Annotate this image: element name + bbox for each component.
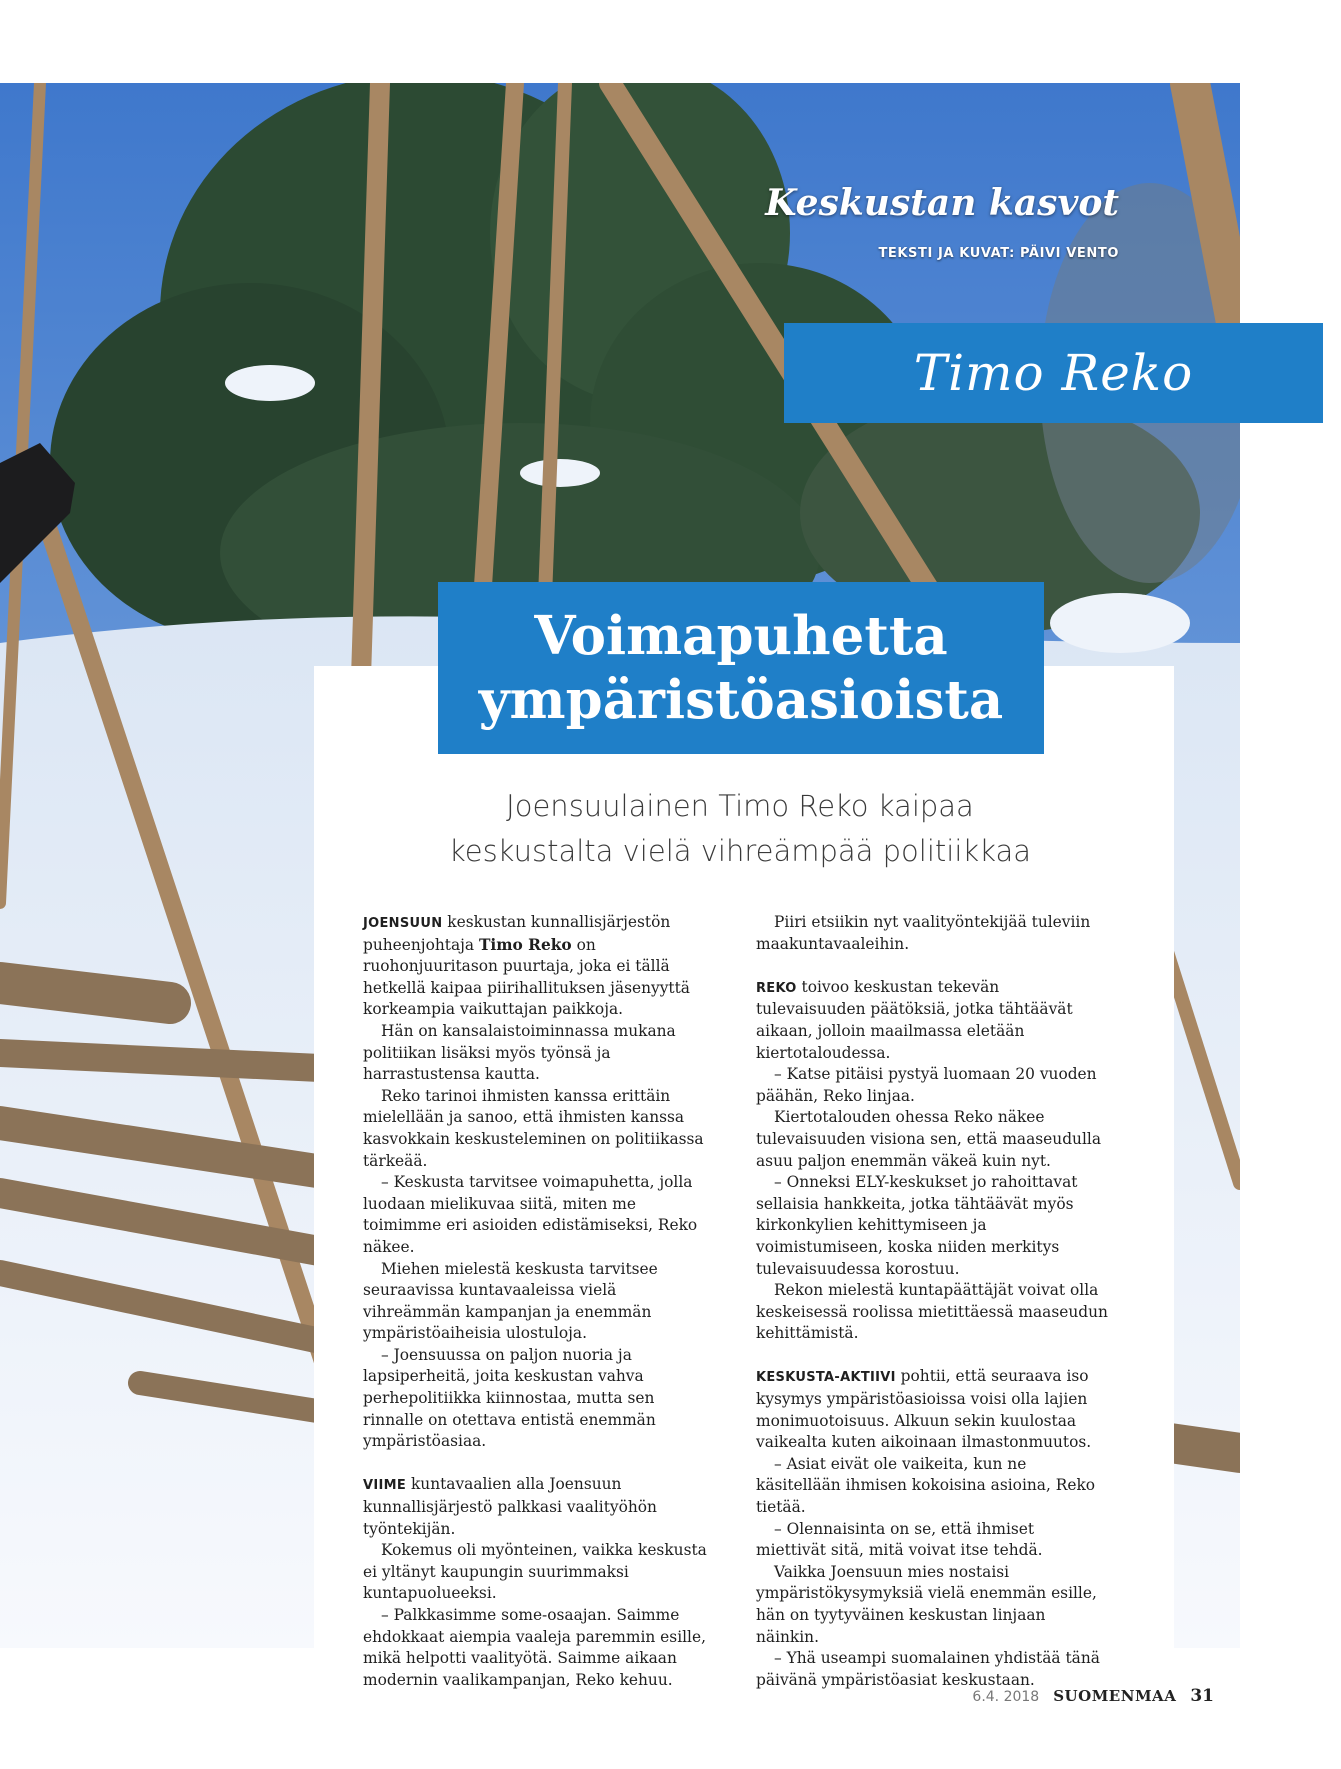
lead-text xyxy=(340,784,1140,874)
body-paragraph: – Joensuussa on paljon nuoria ja lapsiperheitä, joita keskustan vahva perhepolitiikka kiinnostaa, mutta sen rinnalle on otettava entistä enemmän ympäristöasiaa. xyxy=(363,1345,656,1451)
headline-line-2: ympäristöasioista xyxy=(478,669,1004,731)
byline: TEKSTI JA KUVAT: PÄIVI VENTO xyxy=(878,246,1119,261)
body-paragraph: Hän on kansalaistoiminnassa mukana politiikan lisäksi myös työnsä ja harrastustensa kautta. xyxy=(363,1021,676,1084)
body-paragraph: Miehen mielestä keskusta tarvitsee seuraavissa kuntavaaleissa vielä vihreämmän kampanjan ja enemmän ympäristöaiheisia ulostuloja. xyxy=(363,1259,658,1343)
body-paragraph: – Palkkasimme some-osaajan. Saimme ehdokkaat aiempia vaaleja paremmin esille, mikä helpotti vaalityötä. Saimme aikaan modernin vaalikampanjan, Reko kehuu. xyxy=(363,1606,706,1689)
body-paragraph: – Onneksi ELY-keskukset jo rahoittavat sellaisia hankkeita, jotka tähtäävät myös kirkonkylien kehittymiseen ja voimistumiseen, koska niiden merkitys tulevaisuudessa korostuu. xyxy=(756,1173,1078,1278)
person-name-banner xyxy=(784,323,1323,423)
body-column-left xyxy=(363,912,715,1691)
magazine-name: SUOMENMAA xyxy=(1053,1687,1177,1705)
headline-line-1: Voimapuhetta xyxy=(534,605,948,667)
body-paragraph: Kiertotalouden ohessa Reko näkee tulevaisuuden visiona sen, että maaseudulla asuu paljon enemmän väkeä kuin nyt. xyxy=(756,1108,1101,1170)
page-number: 31 xyxy=(1190,1686,1214,1706)
body-paragraph: – Asiat eivät ole vaikeita, kun ne käsitellään ihmisen kokoisina asioina, Reko tietää. xyxy=(756,1454,1096,1517)
body-paragraph: – Yhä useampi suomalainen yhdistää tänä päivänä ympäristöasiat keskustaan. xyxy=(756,1649,1100,1689)
body-paragraph: REKO toivoo keskustan tekevän tulevaisuuden päätöksiä, jotka tähtäävät aikaan, jolloin maailmassa eletään kiertotaloudessa. xyxy=(756,977,1073,1062)
body-paragraph: Kokemus oli myönteinen, vaikka keskusta ei yltänyt kaupungin suurimmaksi kuntapuolueeksi. xyxy=(363,1541,707,1603)
lead-line-1: Joensuulainen Timo Reko kaipaa xyxy=(506,789,974,823)
person-name: Timo Reko xyxy=(913,344,1194,402)
body-paragraph: Piiri etsiikin nyt vaalityöntekijää tuleviin maakuntavaaleihin. xyxy=(756,913,1091,953)
body-paragraph: – Olennaisinta on se, että ihmiset miettivät sitä, mitä voivat itse tehdä. xyxy=(756,1519,1043,1560)
body-paragraph: JOENSUUN keskustan kunnallisjärjestön puheenjohtaja Timo Reko on ruohonjuuritason puurtaja, joka ei tällä hetkellä kaipaa piirihallituksen jäsenyyttä korkeampia vaikuttajan paikkoja. xyxy=(363,913,690,1019)
lead-line-2: keskustalta vielä vihreämpää politiikkaa xyxy=(448,834,1032,868)
body-paragraph: – Katse pitäisi pystyä luomaan 20 vuoden päähän, Reko linjaa. xyxy=(756,1065,1097,1105)
body-paragraph: KESKUSTA-AKTIIVI pohtii, että seuraava iso kysymys ympäristöasioissa voisi olla lajien monimuotoisuus. Alkuun sekin kuulostaa vaikealta kuten aikoinaan ilmastonmuutos. xyxy=(756,1367,1092,1452)
body-column-right xyxy=(756,912,1108,1691)
body-paragraph: – Keskusta tarvitsee voimapuhetta, jolla luodaan mielikuvaa siitä, miten me toimimme eri asioiden edistämiseksi, Reko näkee. xyxy=(363,1173,698,1256)
page-footer xyxy=(972,1686,1214,1706)
headline-box xyxy=(438,582,1044,754)
body-paragraph: Rekon mielestä kuntapäättäjät voivat olla keskeisessä roolissa mietittäessä maaseudun kehittämistä. xyxy=(756,1281,1108,1343)
body-paragraph: Vaikka Joensuun mies nostaisi ympäristökysymyksiä vielä enemmän esille, hän on tyytyväinen keskustan linjaan näinkin. xyxy=(756,1562,1097,1646)
issue-date: 6.4. 2018 xyxy=(972,1689,1040,1705)
section-title: Keskustan kasvot xyxy=(765,182,1119,224)
body-paragraph: Reko tarinoi ihmisten kanssa erittäin mielellään ja sanoo, että ihmisten kanssa kasvokkain keskusteleminen on politiikassa tärkeää. xyxy=(363,1086,704,1170)
body-paragraph: VIIME kuntavaalien alla Joensuun kunnallisjärjestö palkkasi vaalityöhön työntekijän. xyxy=(363,1475,657,1538)
